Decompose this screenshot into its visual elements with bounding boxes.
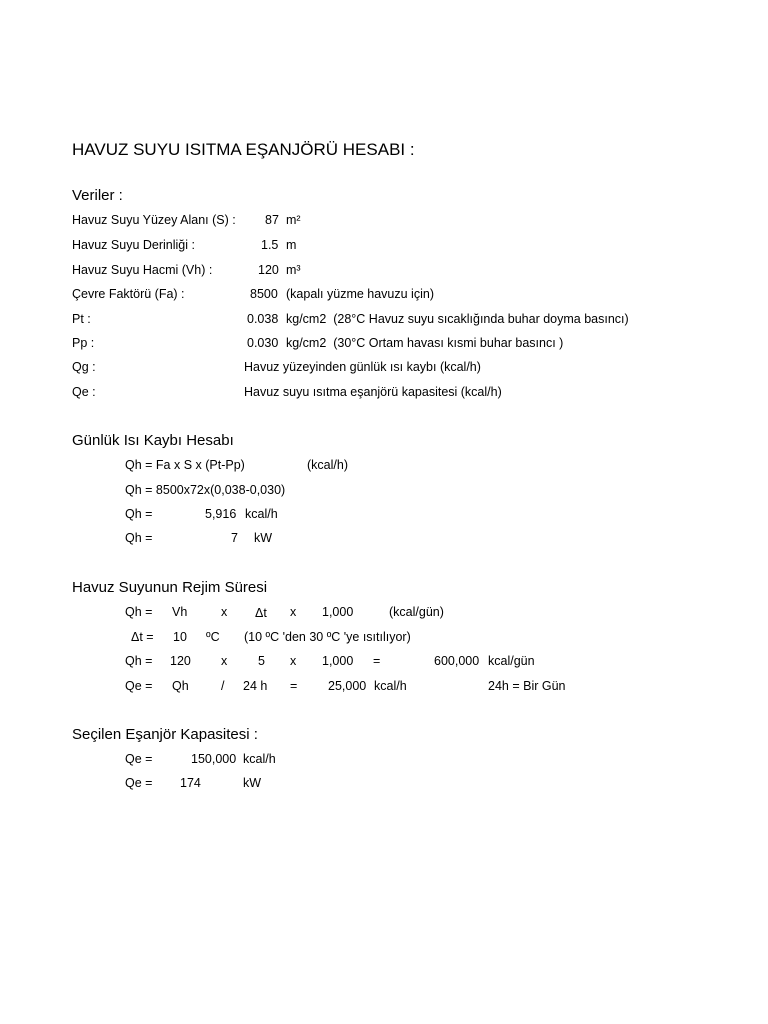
rejim-cell: 5 xyxy=(258,654,265,668)
data-value: 120 xyxy=(258,263,279,277)
data-label: Qg : xyxy=(72,360,96,374)
result-unit: kW xyxy=(254,531,273,545)
rejim-cell: Qh xyxy=(172,679,189,693)
formula: Qh = Fa x S x (Pt-Pp) xyxy=(125,458,245,472)
data-unit: kg/cm2 (30°C Ortam havası kısmi buhar basıncı ) xyxy=(286,336,564,350)
rejim-cell: = xyxy=(373,654,381,668)
rejim-cell: ºC xyxy=(206,630,220,644)
rejim-cell: 1,000 xyxy=(322,654,354,668)
rejim-cell: / xyxy=(221,679,225,693)
result-value: 7 xyxy=(231,531,238,545)
result-unit: kcal/h xyxy=(245,507,278,521)
rejim-cell: 600,000 xyxy=(434,654,480,668)
data-unit: m³ xyxy=(286,263,301,277)
result-value: 5,916 xyxy=(205,507,237,521)
result-value: 150,000 xyxy=(191,752,237,766)
calculation: Qh = 8500x72x(0,038-0,030) xyxy=(125,483,286,497)
rejim-cell: kcal/h xyxy=(374,679,407,693)
data-description: Havuz yüzeyinden günlük ısı kaybı (kcal/h) xyxy=(244,360,481,374)
data-value: 0.030 xyxy=(247,336,279,350)
result-unit: kcal/h xyxy=(243,752,276,766)
result-label: Qh = xyxy=(125,507,153,521)
result-label: Qe = xyxy=(125,776,153,790)
data-label: Qe : xyxy=(72,385,96,399)
result-label: Qh = xyxy=(125,531,153,545)
rejim-cell: Qh = xyxy=(125,605,153,619)
data-unit: m² xyxy=(286,213,301,227)
rejim-cell: Vh xyxy=(172,605,188,619)
data-value: 1.5 xyxy=(261,238,279,252)
rejim-cell: (kcal/gün) xyxy=(389,605,444,619)
rejim-cell: 24 h xyxy=(243,679,268,693)
rejim-cell: x xyxy=(221,654,228,668)
data-label: Havuz Suyu Hacmi (Vh) : xyxy=(72,263,213,277)
result-value: 174 xyxy=(180,776,201,790)
result-unit: kW xyxy=(243,776,262,790)
rejim-cell: Qe = xyxy=(125,679,153,693)
data-label: Havuz Suyu Derinliği : xyxy=(72,238,195,252)
data-value: 8500 xyxy=(250,287,278,301)
data-unit: m xyxy=(286,238,297,252)
rejim-cell: (10 ºC 'den 30 ºC 'ye ısıtılıyor) xyxy=(244,630,411,644)
result-label: Qe = xyxy=(125,752,153,766)
data-label: Çevre Faktörü (Fa) : xyxy=(72,287,185,301)
rejim-cell: 120 xyxy=(170,654,191,668)
rejim-cell: Δt = xyxy=(131,630,154,644)
data-value: 0.038 xyxy=(247,312,279,326)
data-value: 87 xyxy=(265,213,279,227)
section-heading-gunluk: Günlük Isı Kaybı Hesabı xyxy=(72,432,234,449)
rejim-cell: x xyxy=(290,605,297,619)
rejim-cell: 24h = Bir Gün xyxy=(488,679,566,693)
data-label: Havuz Suyu Yüzey Alanı (S) : xyxy=(72,213,236,227)
page-title: HAVUZ SUYU ISITMA EŞANJÖRÜ HESABI : xyxy=(72,140,415,159)
rejim-cell: = xyxy=(290,679,298,693)
rejim-cell: x xyxy=(221,605,228,619)
rejim-cell: kcal/gün xyxy=(488,654,535,668)
formula-unit: (kcal/h) xyxy=(307,458,348,472)
rejim-cell: 1,000 xyxy=(322,605,354,619)
rejim-cell: 25,000 xyxy=(328,679,367,693)
section-heading-veriler: Veriler : xyxy=(72,187,123,204)
section-heading-rejim: Havuz Suyunun Rejim Süresi xyxy=(72,579,268,596)
rejim-cell: x xyxy=(290,654,297,668)
data-description: Havuz suyu ısıtma eşanjörü kapasitesi (kcal/h) xyxy=(244,385,502,399)
data-unit: (kapalı yüzme havuzu için) xyxy=(286,287,434,301)
data-label: Pp : xyxy=(72,336,95,350)
data-label: Pt : xyxy=(72,312,91,326)
rejim-cell: 10 xyxy=(173,630,187,644)
rejim-cell: Δt xyxy=(255,606,267,620)
section-heading-secilen: Seçilen Eşanjör Kapasitesi : xyxy=(72,726,258,743)
rejim-cell: Qh = xyxy=(125,654,153,668)
data-unit: kg/cm2 (28°C Havuz suyu sıcaklığında buhar doyma basıncı) xyxy=(286,312,629,326)
